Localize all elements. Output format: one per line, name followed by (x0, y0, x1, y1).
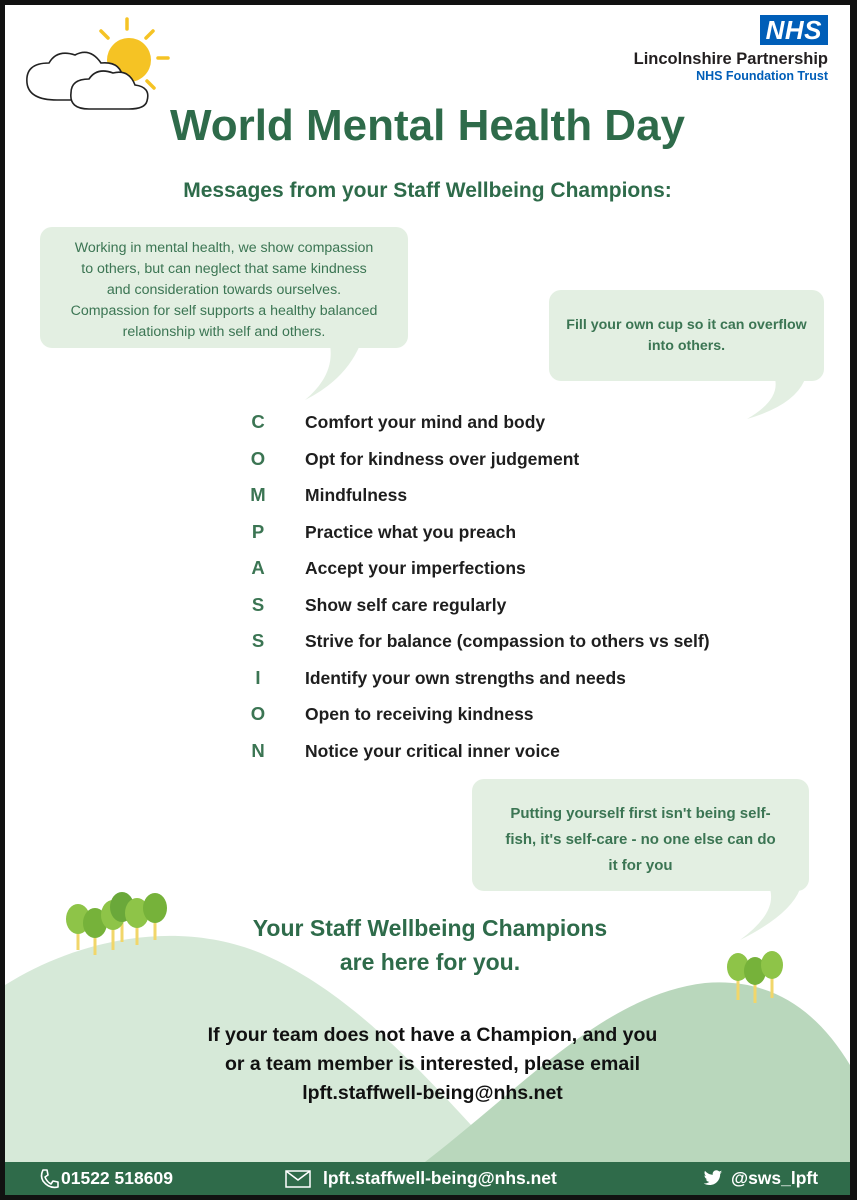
acrostic-text: Practice what you preach (305, 521, 517, 542)
acrostic-letter: A (251, 557, 265, 578)
acrostic-row (5, 591, 850, 621)
contact-email-link[interactable]: lpft.staffwell-being@nhs.net (302, 1082, 563, 1104)
acrostic-text: Show self care regularly (305, 594, 507, 615)
bubble-1-text: Working in mental health, we show compassion to others, but can neglect that same kindness and consideration towards ourselves. Compassion for self supports a healthy balanced relationship with self and others. (70, 240, 378, 340)
acrostic-row (5, 700, 850, 730)
acrostic-row (5, 627, 850, 657)
acrostic-text: Identify your own strengths and needs (305, 667, 626, 688)
poster (5, 5, 850, 1195)
acrostic-row (5, 481, 850, 511)
acrostic-row (5, 518, 850, 548)
email-icon (285, 1170, 311, 1188)
phone-icon (39, 1168, 59, 1190)
acrostic-letter: O (250, 447, 266, 469)
acrostic-text: Accept your imperfections (305, 558, 526, 578)
footer-bar (5, 1162, 850, 1195)
acrostic-text: Notice your critical inner voice (305, 740, 560, 761)
acrostic-letter: N (251, 739, 265, 761)
acrostic-text: Mindfulness (305, 485, 408, 505)
nhs-logo: NHS (760, 15, 828, 45)
acrostic-letter: C (251, 411, 265, 432)
trust-name: Lincolnshire Partnership (633, 50, 828, 68)
acrostic-row (5, 408, 850, 438)
page-title: World Mental Health Day (169, 101, 686, 150)
acrostic-row (5, 664, 850, 694)
acrostic-letter: I (255, 666, 261, 688)
twitter-icon (703, 1170, 723, 1187)
acrostic-letter: O (250, 703, 266, 724)
acrostic-text: Open to receiving kindness (305, 704, 534, 724)
acrostic-text: Comfort your mind and body (305, 412, 546, 432)
trust-subtitle: NHS Foundation Trust (696, 69, 828, 83)
acrostic-text: Opt for kindness over judgement (305, 448, 580, 469)
acrostic-letter: P (251, 520, 265, 542)
acrostic-letter: S (251, 593, 265, 615)
footer-phone[interactable]: 01522 518609 (61, 1168, 173, 1188)
page-subtitle: Messages from your Staff Wellbeing Champions: (183, 179, 672, 202)
acrostic-letter: S (251, 630, 265, 651)
contact-message: If your team does not have a Champion, and you or a team member is interested, please email lpft.staffwell-being@nhs.net (155, 1021, 710, 1108)
footer-twitter[interactable]: @sws_lpft (731, 1168, 819, 1188)
bubble-2-text: Fill your own cup so it can overflow into others. (566, 317, 807, 354)
champions-message: Your Staff Wellbeing Champions are here for you. (252, 915, 608, 975)
acrostic-letter: M (250, 484, 266, 505)
acrostic-row (5, 554, 850, 584)
footer-email[interactable]: lpft.staffwell-being@nhs.net (323, 1168, 557, 1188)
bubble-3-text: Putting yourself first isn't being self- fish, it's self-care - no one else can do it for you (505, 805, 776, 874)
acrostic-text: Strive for balance (compassion to others vs self) (305, 631, 710, 651)
acrostic-row (5, 445, 850, 475)
acrostic-row (5, 737, 850, 767)
